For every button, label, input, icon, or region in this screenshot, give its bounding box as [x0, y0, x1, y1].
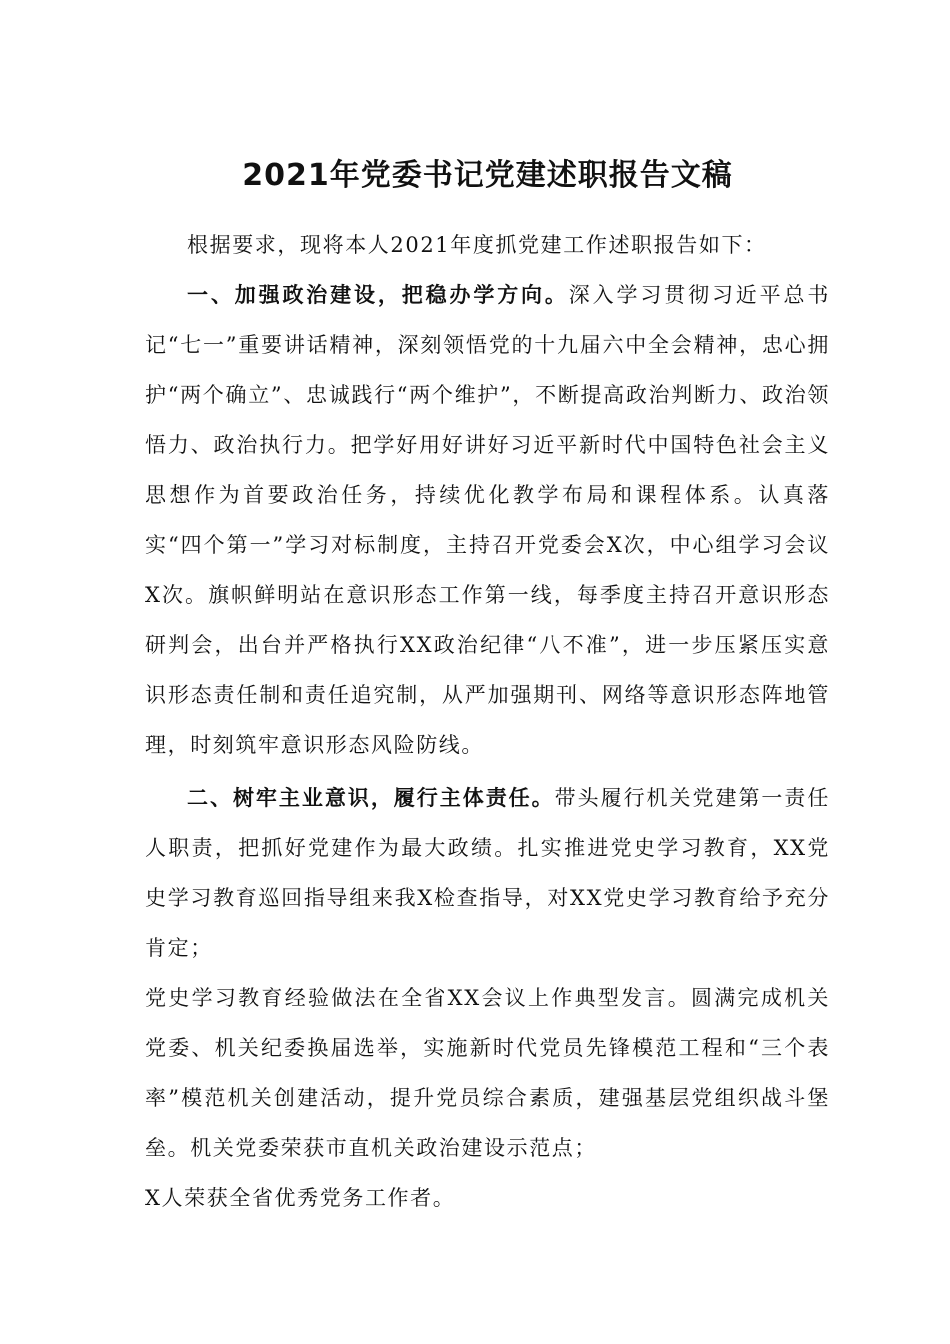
section-2-body: 带头履行机关党建第一责任人职责，把抓好党建作为最大政绩。扎实推进党史学习教育，XX党史学习教育巡回指导组来我X检查指导，对XX党史学习教育给予充分肯定； [145, 786, 830, 960]
section-1-body: 深入学习贯彻习近平总书记“七一”重要讲话精神，深刻领悟党的十九届六中全会精神，忠心拥护“两个确立”、忠诚践行“两个维护”，不断提高政治判断力、政治领悟力、政治执行力。把学好用好讲好习近平新时代中国特色社会主义思想作为首要政治任务，持续优化教学布局和课程体系。认真落实“四个第一”学习对标制度，主持召开党委会X次，中心组学习会议X次。旗帜鲜明站在意识形态工作第一线，每季度主持召开意识形态研判会，出台并严格执行XX政治纪律“八不准”，进一步压紧压实意识形态责任制和责任追究制，从严加强期刊、网络等意识形态阵地管理，时刻筑牢意识形态风险防线。 [145, 283, 830, 757]
section-2-heading: 二、树牢主业意识，履行主体责任。 [187, 786, 555, 810]
section-2-paragraph [145, 773, 830, 973]
section-1-paragraph [145, 270, 830, 770]
paragraph-3: 党史学习教育经验做法在全省XX会议上作典型发言。圆满完成机关党委、机关纪委换届选举，实施新时代党员先锋模范工程和“三个表率”模范机关创建活动，提升党员综合素质，建强基层党组织战斗堡垒。机关党委荣获市直机关政治建设示范点； [145, 986, 830, 1160]
section-1-heading: 一、加强政治建设，把稳办学方向。 [187, 283, 569, 307]
paragraph-4: X人荣获全省优秀党务工作者。 [145, 1186, 456, 1210]
intro-paragraph: 根据要求，现将本人2021年度抓党建工作述职报告如下： [187, 233, 767, 257]
document-title: 2021年党委书记党建述职报告文稿 [242, 158, 733, 193]
